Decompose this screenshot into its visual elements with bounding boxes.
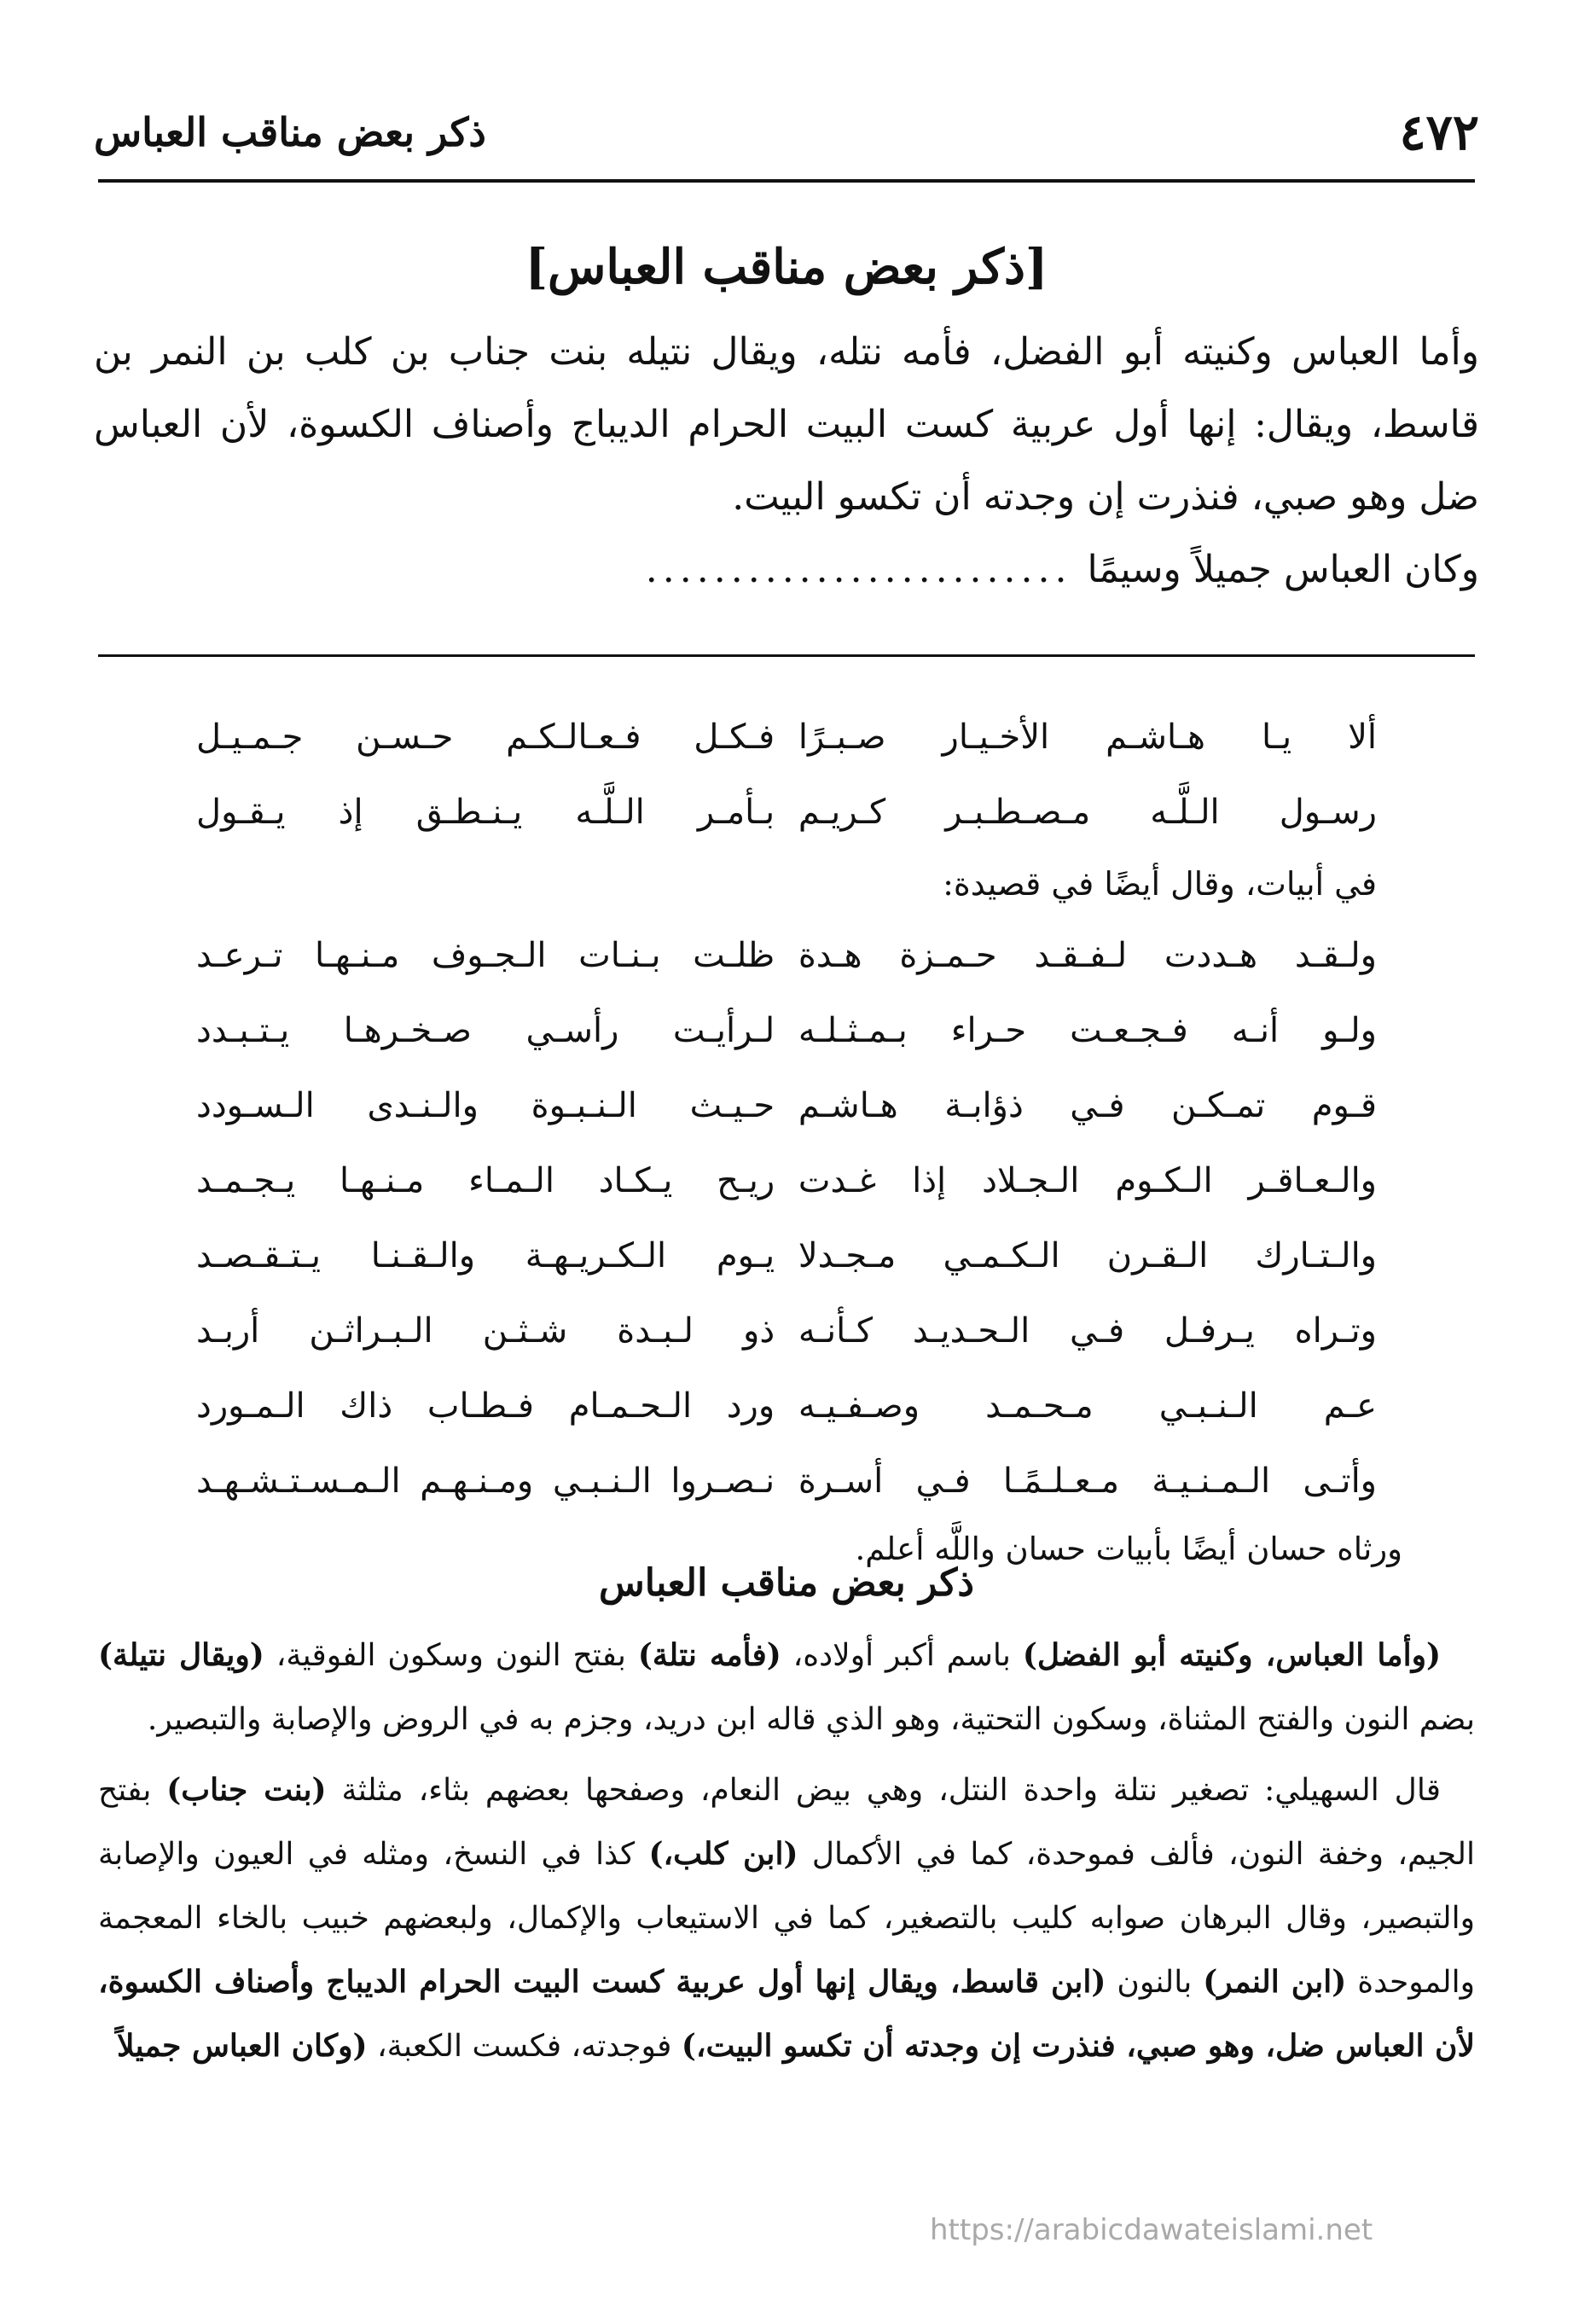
main-last-line-text: وكان العباس جميلاً وسيمًا [1087, 548, 1479, 591]
verse-line [196, 1293, 1377, 1368]
first-hemistich: والـعـاقـر الـكـوم الـجـلاد إذا غـدت [798, 1161, 1377, 1200]
verse-line [196, 1218, 1377, 1293]
main-last-line [94, 533, 1479, 606]
poetry-closing-line: ورثاه حسان أيضًا بأبيات حسان واللَّه أعلم. [855, 1530, 1402, 1567]
main-text [94, 316, 1479, 606]
second-hemistich: بـأمـر الـلَّـه يـنـطـق إذ يـقـول [196, 793, 775, 832]
commentary-title: ذكر بعض مناقب العباس [599, 1561, 974, 1605]
first-hemistich: رسـول الـلَّـه مـصـطـبـر كـريـم [798, 793, 1377, 832]
verses-top [196, 700, 1377, 850]
running-header [94, 94, 1479, 171]
second-hemistich: ريـح يـكـاد الـمـاء مـنـهـا يـجـمـد [196, 1161, 775, 1200]
section-title: [ذكر بعض مناقب العباس] [525, 239, 1048, 295]
verse-line [196, 700, 1377, 775]
commentary-text: بضم النون والفتح المثناة، وسكون التحتية، وهو الذي قاله ابن دريد، وجزم به في الروض والإصابة والتبصير. [147, 1702, 1475, 1737]
poetry-block [196, 700, 1402, 1578]
verse-line [196, 1368, 1377, 1444]
main-paragraph: وأما العباس وكنيته أبو الفضل، فأمه نتله، ويقال نتيله بنت جناب بن كلب بن النمر بن قاسط، ويقال: إنها أول عربية كست البيت الحرام الديباج وأصناف الكسوة، لأن العباس ضل وهو صبي، فنذرت إن وجدته أن تكسو البيت. [94, 330, 1479, 519]
second-hemistich: لـرأيـت رأسـي صـخـرهـا يـتـبـدد [196, 1011, 775, 1050]
running-title: ذكر بعض مناقب العباس [94, 109, 486, 155]
commentary-text: بفتح النون وسكون الفوقية، [264, 1638, 638, 1673]
quoted-text: (وكان العباس جميلاً [117, 2028, 368, 2064]
second-hemistich: نـصـروا الـنـبـي ومـنـهـم الـمـسـتـشـهـد [196, 1461, 775, 1501]
first-hemistich: ألا يـا هـاشـم الأخـيـار صـبـرًا [798, 718, 1377, 757]
commentary-text: فوجدته، فكست الكعبة، [367, 2029, 682, 2064]
ellipsis-dots: ......................... [645, 548, 1072, 591]
first-hemistich: عـم الـنـبـي مـحـمـد وصـفـيـه [798, 1386, 1377, 1426]
quoted-text: (وأما العباس، وكنيته أبو الفضل) [1022, 1637, 1441, 1673]
quoted-text: (فأمه نتلة) [637, 1637, 781, 1673]
first-hemistich: والـتـارك الـقـرن الـكـمـي مـجـدلا [798, 1236, 1377, 1275]
header-divider [98, 179, 1475, 183]
commentary-text: كذا في النسخ، ومثله في العيون والإصابة والتبصير، وقال البرهان صوابه كليب بالتصغير، كما في الاستيعاب والإكمال، ولبعضهم خبيب بالخاء المعجمة والموحدة [98, 1837, 1475, 2000]
verse-line [196, 1444, 1377, 1519]
quoted-text: (ابن النمر) [1203, 1964, 1347, 2000]
first-hemistich: قـوم تمـكـن فـي ذؤابـة هـاشـم [798, 1086, 1377, 1125]
section-divider [98, 654, 1475, 657]
commentary-paragraph-1 [98, 1624, 1475, 1752]
commentary-paragraph-2 [98, 1758, 1475, 2078]
first-hemistich: وأتـى الـمـنـيـة مـعـلـمًـا فـي أسـرة [798, 1461, 1377, 1501]
verse-line [196, 775, 1377, 850]
commentary-text: بفتح الجيم، وخفة النون، فألف فموحدة، كما في الأكمال [98, 1773, 1475, 1872]
verse-line [196, 993, 1377, 1068]
first-hemistich: ولـو أنـه فـجـعـت حـراء بـمـثـلـه [798, 1011, 1377, 1050]
second-hemistich: فـكـل فـعـالـكـم حـسـن جـمـيـل [196, 718, 775, 757]
quoted-text: (بنت جناب) [166, 1772, 327, 1808]
second-hemistich: ورد الـحـمـام فـطـاب ذاك الـمـورد [196, 1386, 775, 1426]
verse-line [196, 918, 1377, 993]
quoted-text: (ابن قاسط، ويقال إنها أول عربية كست البيت الحرام الديباج وأصناف الكسوة، لأن العباس ضل، وهو صبي، فنذرت إن وجدته أن تكسو البيت،) [98, 1964, 1475, 2064]
second-hemistich: يـوم الـكـريـهـة والـقـنـا يـتـقـصـد [196, 1236, 775, 1275]
main-text-section [94, 239, 1479, 606]
page-number: ٤٧٢ [1399, 103, 1479, 161]
quoted-text: (ابن كلب،) [648, 1836, 798, 1872]
quoted-text: (ويقال نتيلة) [98, 1637, 264, 1673]
commentary-text: قال السهيلي: تصغير نتلة واحدة النتل، وهي بيض النعام، وصفحها بعضهم بثاء، مثلثة [326, 1773, 1442, 1808]
second-hemistich: حـيـث الـنـبـوة والـنـدى الـسـودد [196, 1086, 775, 1125]
verses-bottom [196, 918, 1377, 1519]
commentary-text: بالنون [1106, 1965, 1204, 2000]
verse-line [196, 1143, 1377, 1218]
second-hemistich: ذو لـبـدة شـثـن الـبـراثـن أربـد [196, 1311, 775, 1351]
verse-line [196, 1068, 1377, 1143]
second-hemistich: ظلـت بـنـات الـجـوف مـنـهـا تـرعـد [196, 936, 775, 975]
commentary-text: باسم أكبر أولاده، [781, 1638, 1023, 1673]
poetry-intro-line: في أبيات، وقال أيضًا في قصيدة: [943, 865, 1377, 903]
first-hemistich: ولـقـد هـددت لـفـقـد حـمـزة هـدة [798, 936, 1377, 975]
watermark-url: https://arabicdawateislami.net [930, 2213, 1373, 2247]
commentary-section [98, 1561, 1475, 2078]
first-hemistich: وتـراه يـرفـل فـي الـحـديـد كـأنـه [798, 1311, 1377, 1351]
